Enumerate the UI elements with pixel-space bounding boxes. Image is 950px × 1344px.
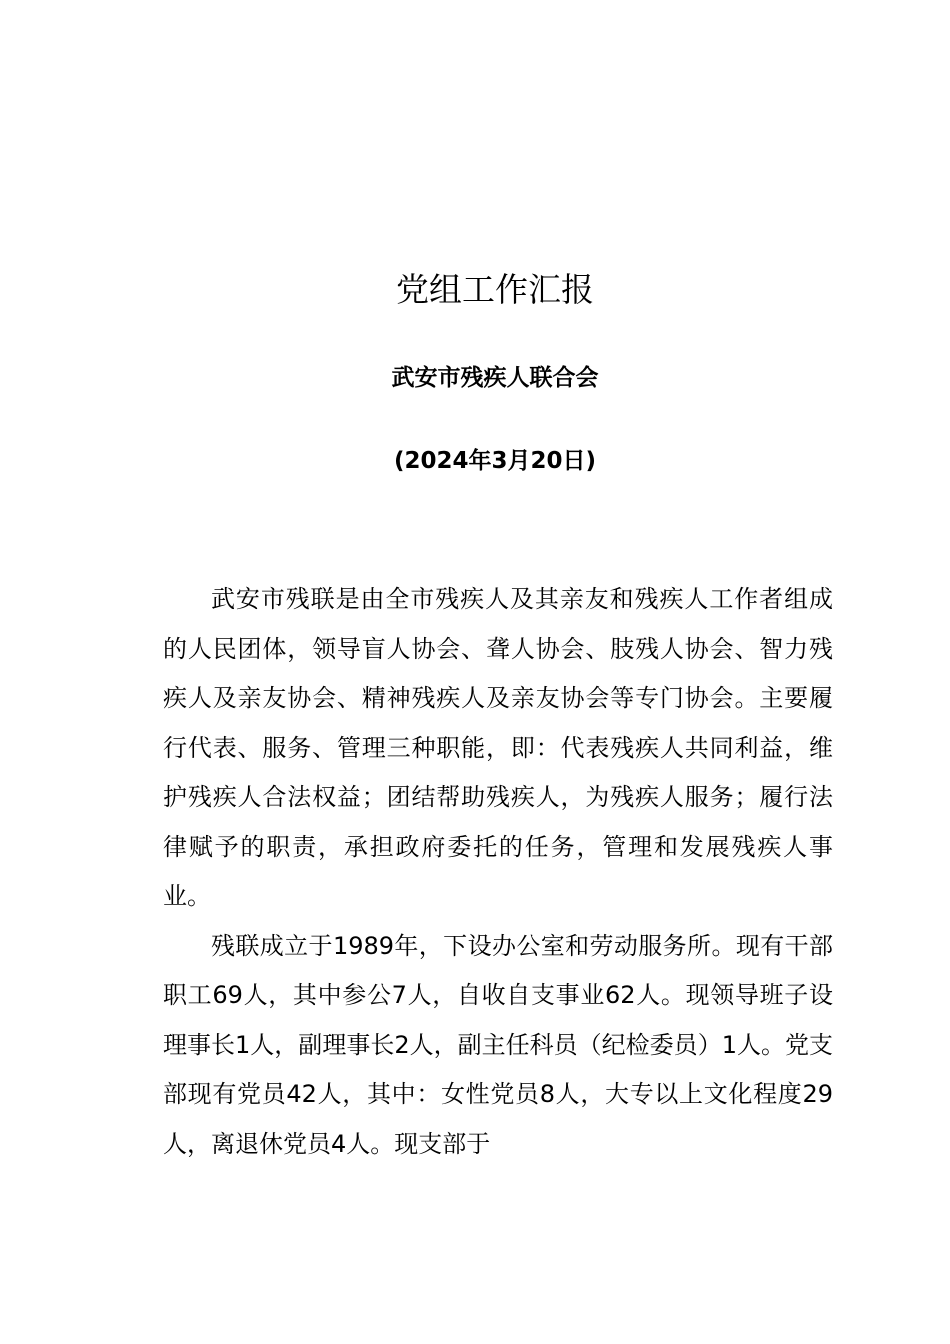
document-date: (2024年3月20日) [393, 448, 597, 474]
body-paragraph-2: 残联成立于1989年，下设办公室和劳动服务所。现有干部职工69人，其中参公7人，自收自支事业62人。现领导班子设理事长1人，副理事长2人，副主任科员（纪检委员）1人。党支部现有党员42人，其中：女性党员8人，大专以上文化程度29人，离退休党员4人。现支部于 [163, 931, 833, 1158]
document-title: 党组工作汇报 [396, 270, 594, 309]
document-body [163, 575, 833, 1169]
body-paragraph-1: 武安市残联是由全市残疾人及其亲友和残疾人工作者组成的人民团体，领导盲人协会、聋人协会、肢残人协会、智力残疾人及亲友协会、精神残疾人及亲友协会等专门协会。主要履行代表、服务、管理三种职能，即：代表残疾人共同利益，维护残疾人合法权益；团结帮助残疾人，为残疾人服务；履行法律赋予的职责，承担政府委托的任务，管理和发展残疾人事业。 [163, 585, 833, 910]
document-organization: 武安市残疾人联合会 [391, 365, 599, 391]
